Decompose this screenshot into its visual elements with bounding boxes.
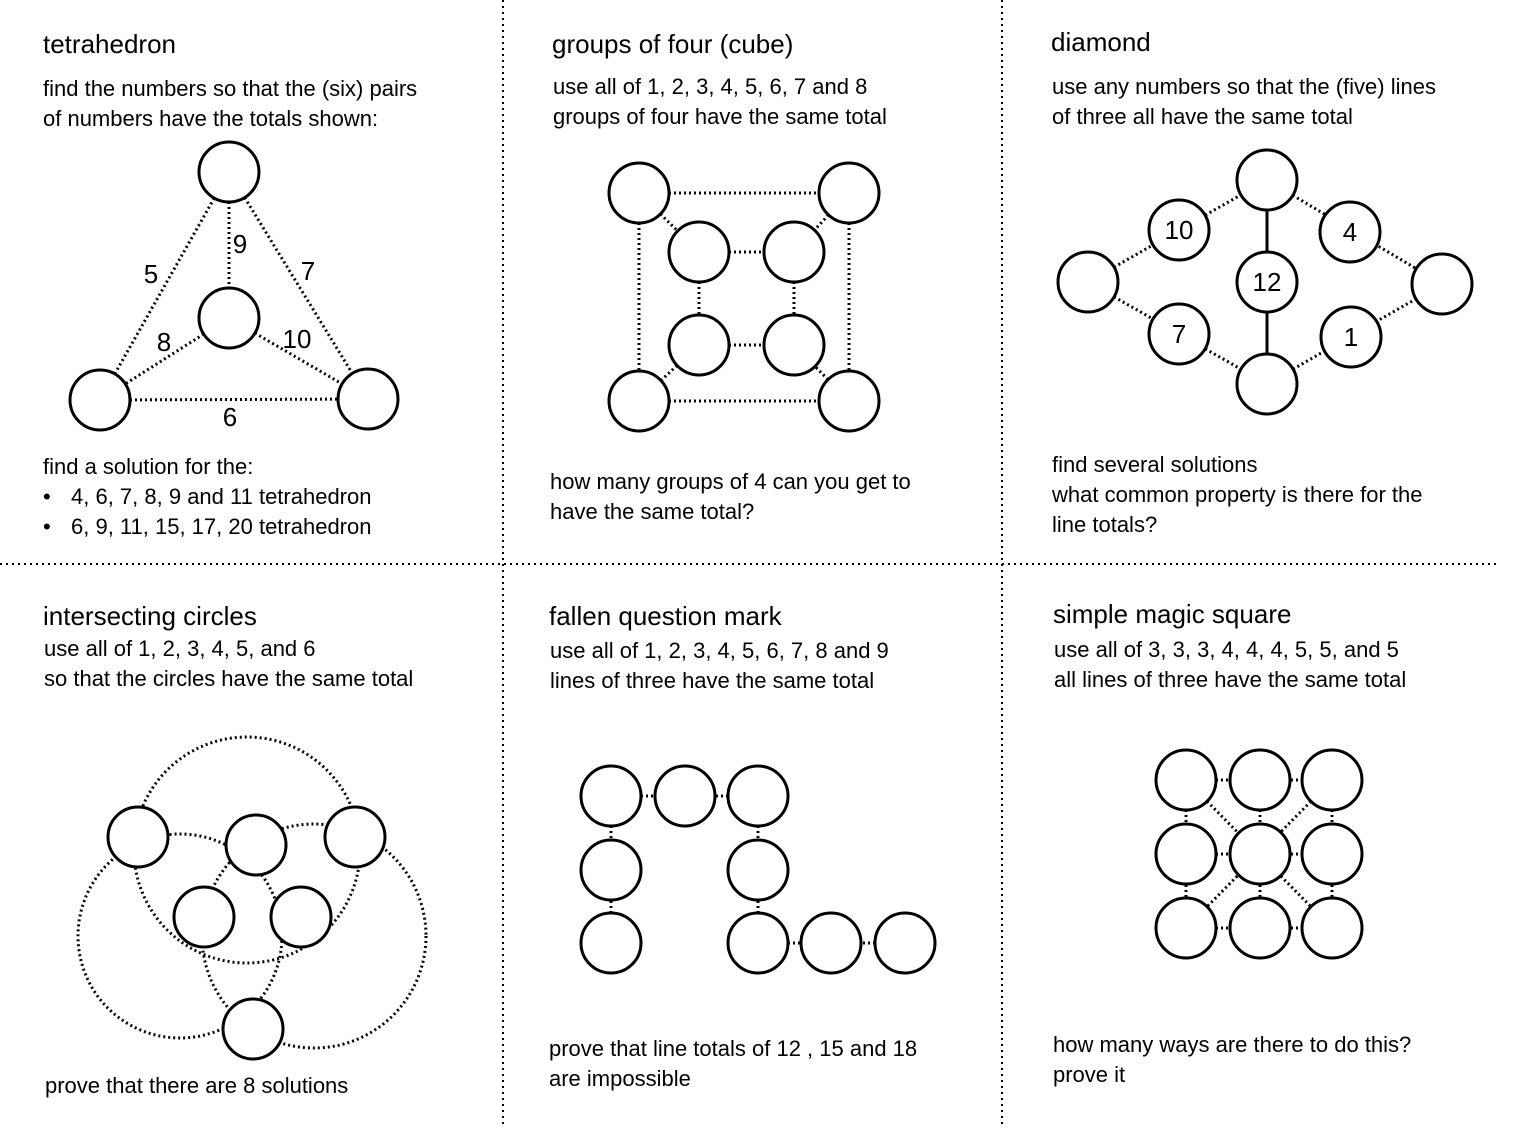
fallen-node[interactable]: [728, 913, 788, 973]
diamond-question-line-2: what common property is there for the: [1052, 482, 1423, 507]
cube-node[interactable]: [819, 371, 879, 431]
intersecting-circles-diagram: [78, 737, 426, 1059]
diamond-label-12: 12: [1252, 267, 1282, 297]
diamond-label-4: 4: [1342, 217, 1358, 247]
magic-node[interactable]: [1302, 750, 1362, 810]
tetrahedron-bullet-2: • 6, 9, 11, 15, 17, 20 tetrahedron: [43, 512, 371, 542]
circles-node[interactable]: [325, 807, 385, 867]
magic-intro-line-1: use all of 3, 3, 3, 4, 4, 4, 5, 5, and 5: [1054, 637, 1399, 662]
cube-node[interactable]: [764, 222, 824, 282]
circles-node[interactable]: [271, 887, 331, 947]
magic-node[interactable]: [1230, 898, 1290, 958]
cube-node[interactable]: [764, 315, 824, 375]
magic-node[interactable]: [1302, 824, 1362, 884]
diamond-question-line-1: find several solutions: [1052, 452, 1258, 477]
fallen-title: fallen question mark: [549, 601, 782, 631]
cube-node[interactable]: [609, 371, 669, 431]
circles-question: prove that there are 8 solutions: [45, 1073, 349, 1098]
circles-intro-line-1: use all of 1, 2, 3, 4, 5, and 6: [44, 636, 316, 661]
edge-label-top-center: 9: [232, 229, 248, 259]
cube-question-line-2: have the same total?: [550, 499, 755, 524]
magic-question-line-2: prove it: [1053, 1062, 1126, 1087]
fallen-intro-line-2: lines of three have the same total: [550, 668, 875, 693]
cube-intro-line-1: use all of 1, 2, 3, 4, 5, 6, 7 and 8: [553, 74, 868, 99]
cube-question-line-1: how many groups of 4 can you get to: [550, 469, 911, 494]
fallen-question-mark-diagram: [581, 766, 935, 973]
magic-node[interactable]: [1230, 750, 1290, 810]
fallen-intro-line-1: use all of 1, 2, 3, 4, 5, 6, 7, 8 and 9: [550, 638, 889, 663]
tetrahedron-diagram: [70, 142, 398, 432]
fallen-question-line-1: prove that line totals of 12 , 15 and 18: [549, 1036, 918, 1061]
tetrahedron-bullet-1: • 4, 6, 7, 8, 9 and 11 tetrahedron: [43, 482, 371, 512]
fallen-node[interactable]: [728, 840, 788, 900]
magic-question-line-1: how many ways are there to do this?: [1053, 1032, 1412, 1057]
tetra-node-left[interactable]: [70, 370, 130, 430]
edge-label-bottom: 6: [222, 402, 238, 432]
cube-diagram: [609, 163, 879, 431]
tetrahedron-task: find a solution for the:: [43, 454, 254, 479]
edge-label-top-right: 7: [300, 256, 316, 286]
diamond-label-10: 10: [1164, 215, 1194, 245]
circles-node[interactable]: [174, 887, 234, 947]
tetra-node-top[interactable]: [199, 142, 259, 202]
cube-node[interactable]: [819, 163, 879, 223]
diamond-diagram: [1058, 150, 1472, 414]
edge-label-center-left: 8: [156, 327, 172, 357]
diamond-label-1: 1: [1343, 322, 1359, 352]
tetra-node-right[interactable]: [338, 369, 398, 429]
diamond-node-bottom[interactable]: [1237, 354, 1297, 414]
diamond-node-top[interactable]: [1237, 150, 1297, 210]
magic-title: simple magic square: [1053, 599, 1292, 629]
diamond-node-right[interactable]: [1412, 254, 1472, 314]
tetrahedron-title: tetrahedron: [43, 29, 176, 59]
magic-node[interactable]: [1156, 898, 1216, 958]
fallen-node[interactable]: [728, 766, 788, 826]
tetrahedron-intro-line-2: of numbers have the totals shown:: [43, 106, 379, 131]
cube-intro-line-2: groups of four have the same total: [553, 104, 887, 129]
diamond-label-7: 7: [1171, 319, 1187, 349]
diamond-intro-line-2: of three all have the same total: [1052, 104, 1353, 129]
circles-node[interactable]: [223, 999, 283, 1059]
fallen-node[interactable]: [581, 840, 641, 900]
magic-intro-line-2: all lines of three have the same total: [1054, 667, 1407, 692]
tetra-node-center[interactable]: [199, 288, 259, 348]
circles-intro-line-2: so that the circles have the same total: [44, 666, 414, 691]
cube-node[interactable]: [609, 163, 669, 223]
fallen-node[interactable]: [581, 766, 641, 826]
circles-title: intersecting circles: [43, 601, 257, 631]
cube-node[interactable]: [669, 222, 729, 282]
fallen-node[interactable]: [581, 913, 641, 973]
diamond-title: diamond: [1051, 27, 1151, 57]
circles-node[interactable]: [108, 807, 168, 867]
cube-node[interactable]: [669, 315, 729, 375]
diamond-node-left[interactable]: [1058, 252, 1118, 312]
magic-node[interactable]: [1156, 750, 1216, 810]
edge-label-top-left: 5: [143, 259, 159, 289]
cube-title: groups of four (cube): [552, 29, 794, 59]
fallen-node[interactable]: [875, 913, 935, 973]
tetrahedron-intro-line-1: find the numbers so that the (six) pairs: [43, 76, 418, 101]
edge-label-center-right: 10: [282, 324, 312, 354]
diamond-question-line-3: line totals?: [1052, 512, 1158, 537]
fallen-node[interactable]: [801, 913, 861, 973]
magic-node[interactable]: [1302, 898, 1362, 958]
magic-node[interactable]: [1156, 824, 1216, 884]
diamond-intro-line-1: use any numbers so that the (five) lines: [1052, 74, 1436, 99]
magic-node[interactable]: [1230, 824, 1290, 884]
circles-node[interactable]: [226, 815, 286, 875]
fallen-node[interactable]: [655, 766, 715, 826]
fallen-question-line-2: are impossible: [549, 1066, 691, 1091]
magic-square-diagram: [1156, 750, 1362, 958]
tetrahedron-bullet-list: [43, 482, 371, 542]
